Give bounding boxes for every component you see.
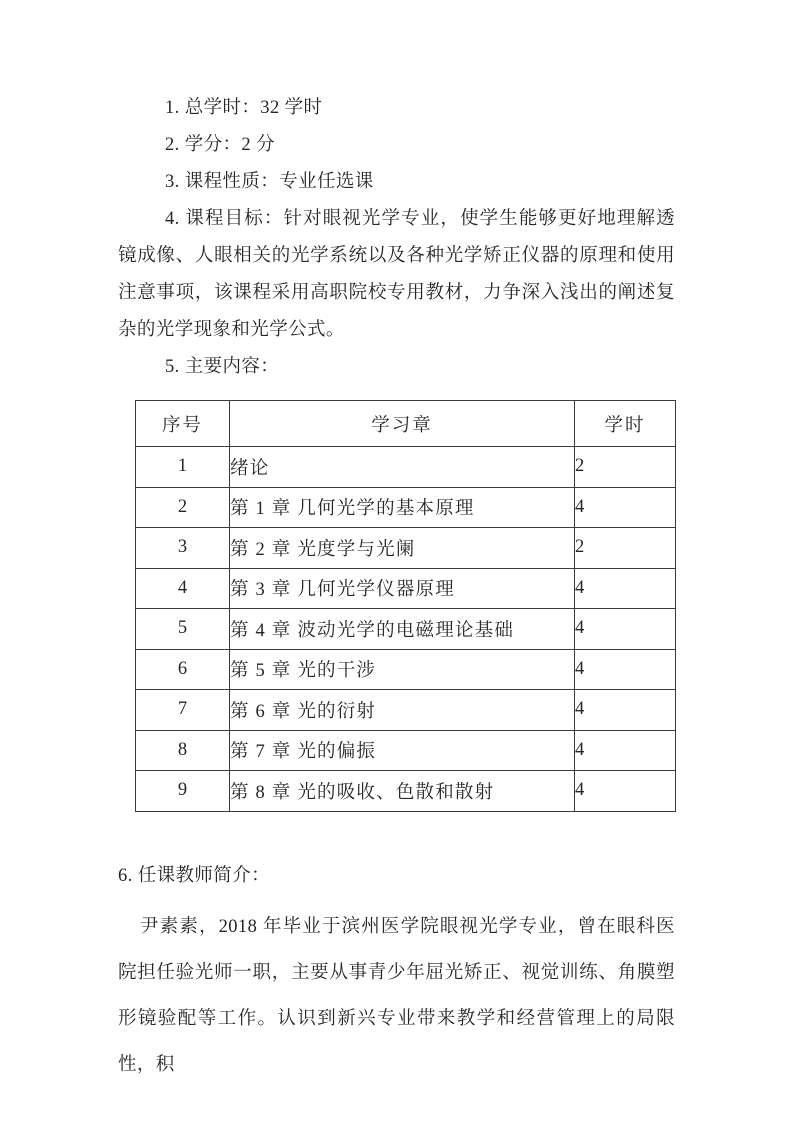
item-credits: 2. 学分：2 分 [165,135,275,155]
hours-cell: 4 [575,609,676,650]
hours-cell: 4 [575,649,676,690]
hours-cell: 4 [575,771,676,812]
item-teacher-intro-label: 6. 任课教师简介： [118,865,271,886]
row-number-cell: 1 [136,447,230,488]
chapter-cell: 第 6 章 光的衍射 [230,690,575,731]
row-number-cell: 3 [136,528,230,569]
header-cell-number: 序号 [136,401,230,447]
table-row [136,649,676,690]
table-row [136,730,676,771]
chapter-cell: 第 4 章 波动光学的电磁理论基础 [230,609,575,650]
table-row [136,771,676,812]
table-header-row [136,401,676,447]
hours-cell: 2 [575,528,676,569]
chapter-cell: 第 2 章 光度学与光阑 [230,528,575,569]
item-course-type: 3. 课程性质：专业任选课 [165,172,374,192]
hours-cell: 4 [575,487,676,528]
table-row [136,487,676,528]
table-row [136,568,676,609]
item-course-objectives: 4. 课程目标：针对眼视光学专业，使学生能够更好地理解透镜成像、人眼相关的光学系统以及各种光学矫正仪器的原理和使用注意事项，该课程采用高职院校专用教材，力争深入浅出的阐述复杂的光学现象和光学公式。 [118,209,675,340]
chapter-cell: 第 8 章 光的吸收、色散和散射 [230,771,575,812]
hours-cell: 4 [575,690,676,731]
row-number-cell: 4 [136,568,230,609]
row-number-cell: 7 [136,690,230,731]
row-number-cell: 6 [136,649,230,690]
chapter-cell: 第 1 章 几何光学的基本原理 [230,487,575,528]
hours-cell: 4 [575,730,676,771]
teacher-bio-paragraph: 尹素素，2018 年毕业于滨州医学院眼视光学专业，曾在眼科医院担任验光师一职，主要从事青少年屈光矫正、视觉训练、角膜塑形镜验配等工作。认识到新兴专业带来教学和经营管理上的局限性，积 [118,916,675,1075]
chapter-cell: 绪论 [230,447,575,488]
item-total-hours: 1. 总学时：32 学时 [165,98,323,118]
row-number-cell: 8 [136,730,230,771]
chapter-cell: 第 5 章 光的干涉 [230,649,575,690]
header-cell-hours: 学时 [575,401,676,447]
syllabus-table [135,400,676,812]
hours-cell: 4 [575,568,676,609]
table-row [136,447,676,488]
item-main-content-label: 5. 主要内容： [165,357,280,377]
table-row [136,690,676,731]
table-row [136,528,676,569]
row-number-cell: 5 [136,609,230,650]
hours-cell: 2 [575,447,676,488]
chapter-cell: 第 3 章 几何光学仪器原理 [230,568,575,609]
header-cell-chapter: 学习章 [230,401,575,447]
row-number-cell: 9 [136,771,230,812]
row-number-cell: 2 [136,487,230,528]
chapter-cell: 第 7 章 光的偏振 [230,730,575,771]
table-row [136,609,676,650]
